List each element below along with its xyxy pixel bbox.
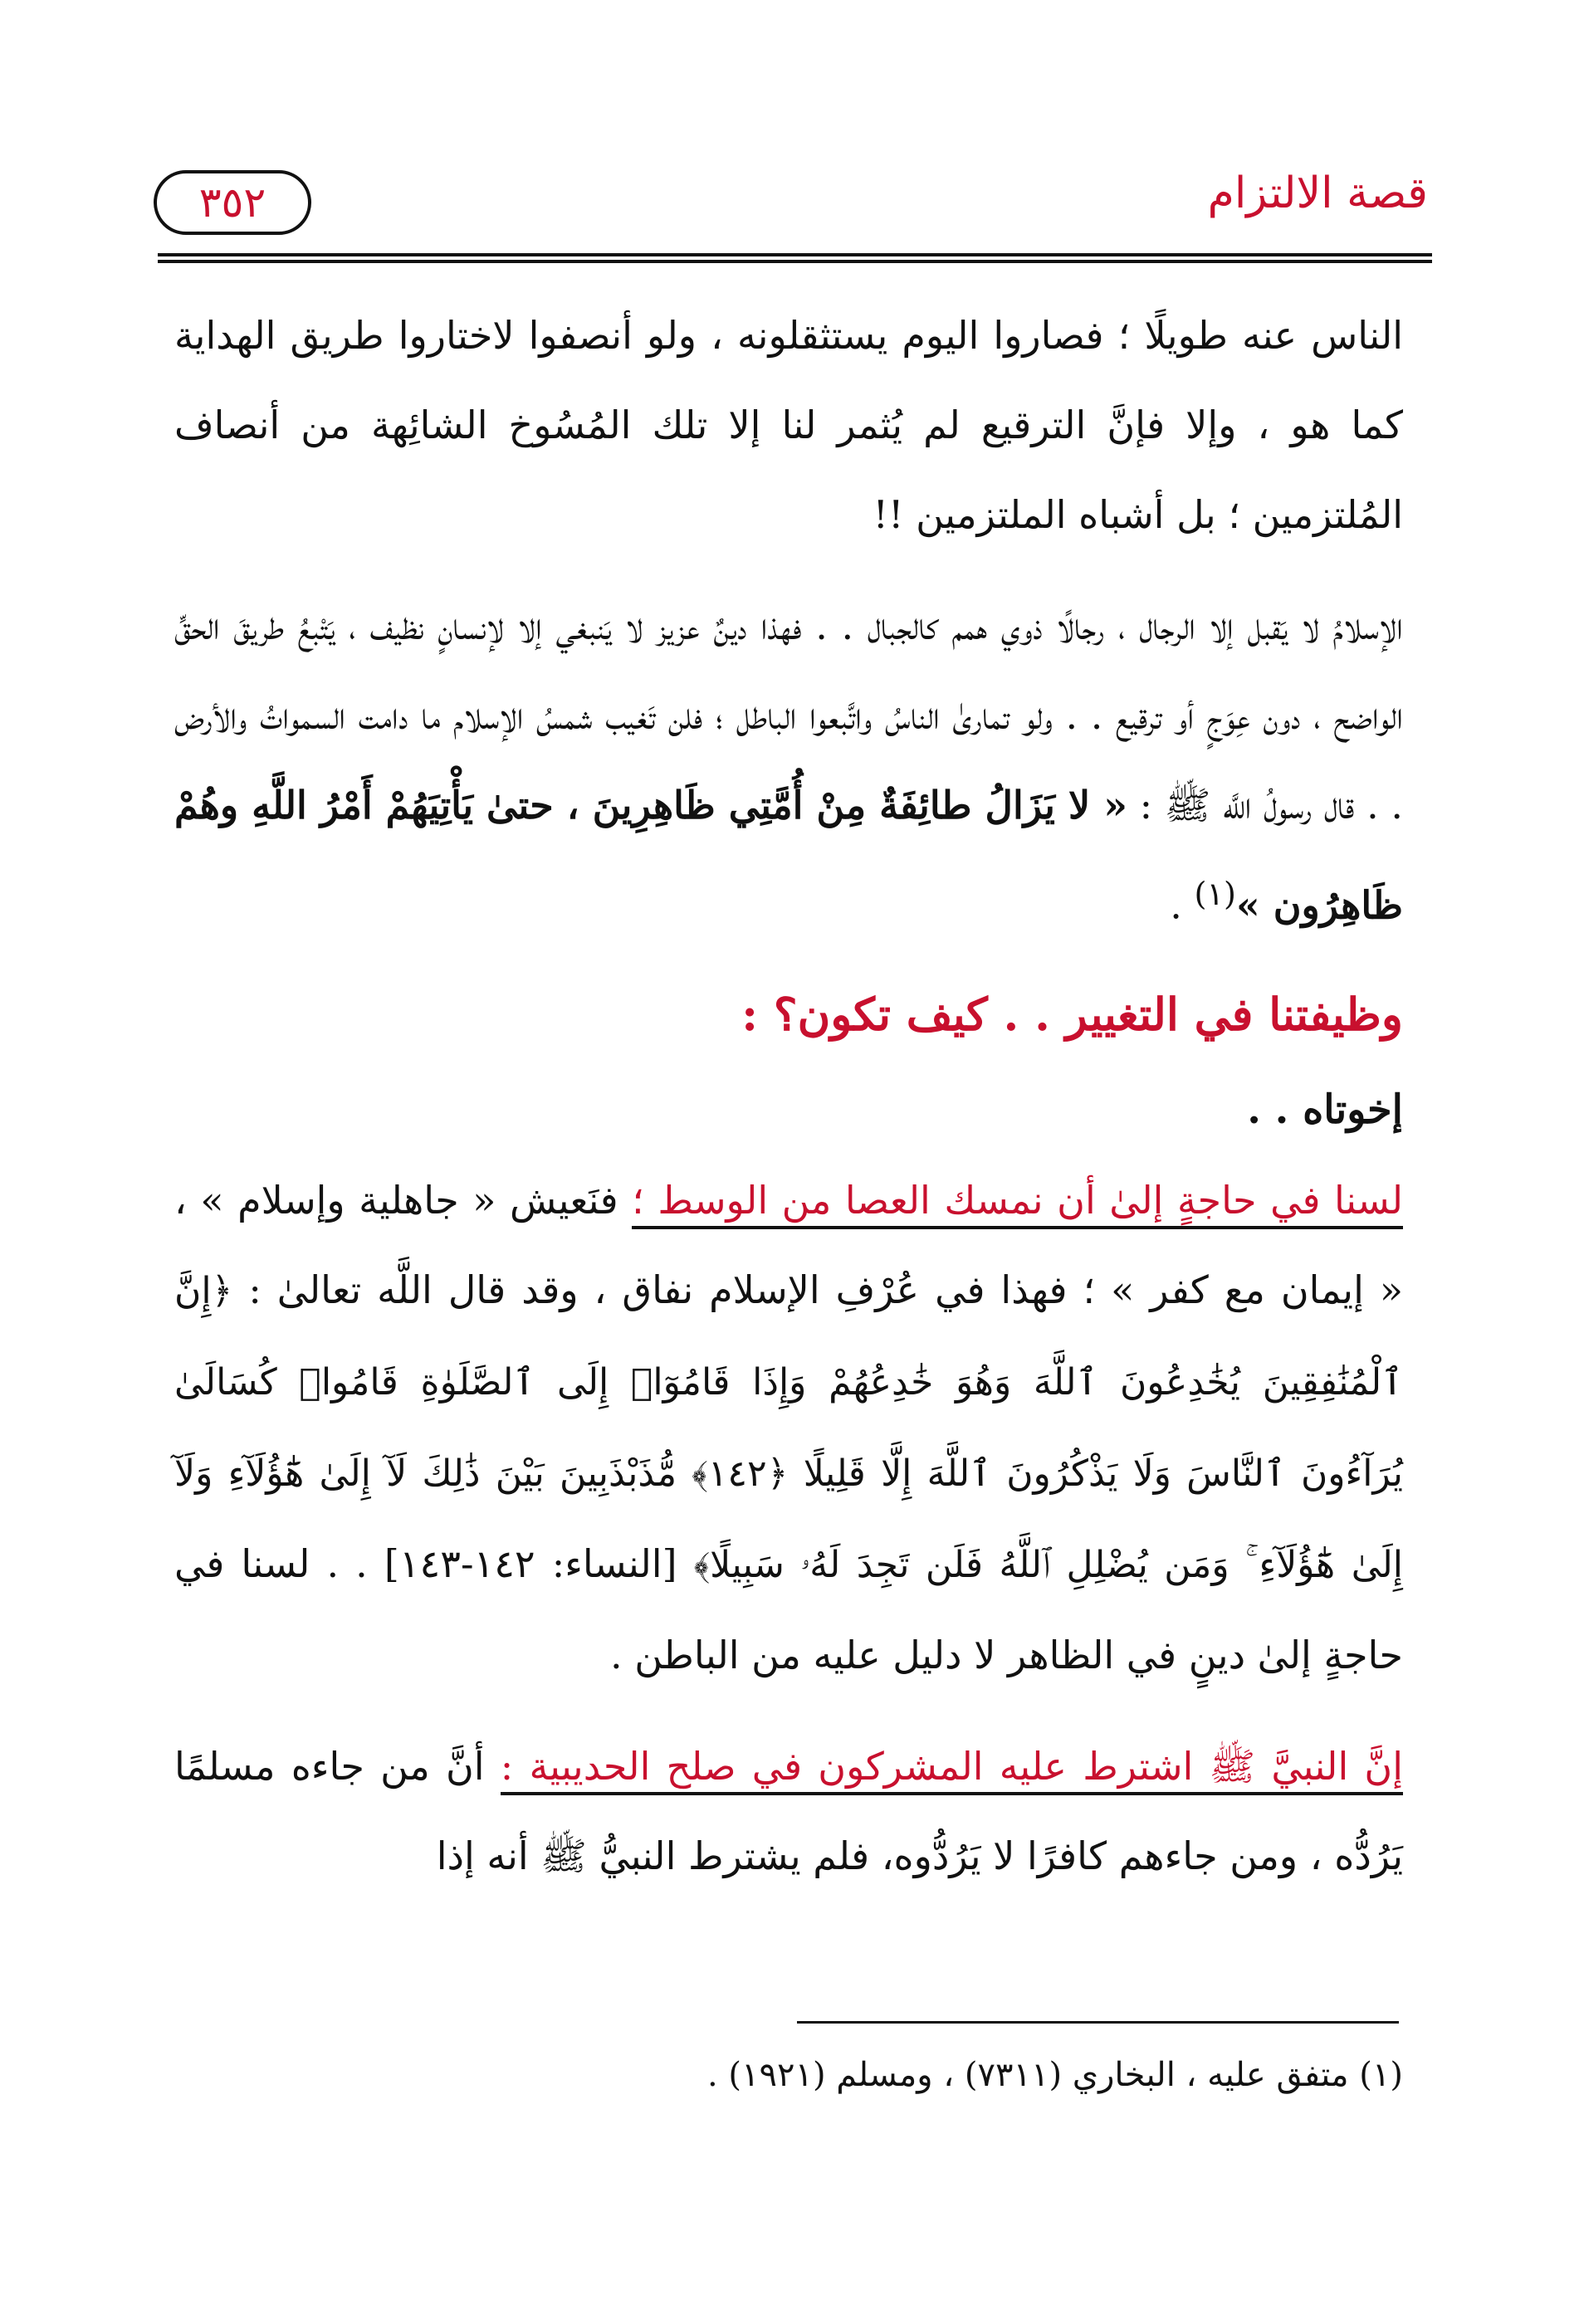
- paragraph-2-text: الإسلامُ لا يَقبل إلا الرجال ، رجالًا ذوي همم كالجبال . . فهذا دينٌ عزيز لا يَنبغي إلا لإنسانٍ نظيف ، يَتْبعُ طريقَ الحقِّ الواضح ، دون عِوَجٍ أو ترقيع . . ولو تمارىٰ الناسُ واتَّبعوا الباطل ؛ فلن تَغيب شمسُ الإسلام ما دامت السمواتُ والأرض . . قال رسولُ اللَّه ﷺ :: [174, 603, 1404, 828]
- paragraph-2: [174, 581, 1403, 950]
- paragraph-3: [174, 1155, 1403, 1700]
- hadith-quote: « لا يَزَالُ طائِفَةٌ مِنْ أُمَّتِي ظَاهِرِينَ ، حتىٰ يَأْتِيَهُمْ أَمْرُ اللَّهِ وهُمْ ظَاهِرُون »: [174, 783, 1403, 928]
- footnote-separator: [797, 2021, 1399, 2024]
- quran-verse: ﴿إِنَّ ٱلْمُنَٰفِقِينَ يُخَٰدِعُونَ ٱللَّهَ وَهُوَ خَٰدِعُهُمْ وَإِذَا قَامُوٓا۟ إِلَى ٱلصَّلَوٰةِ قَامُوا۟ كُسَالَىٰ يُرَآءُونَ ٱلنَّاسَ وَلَا يَذْكُرُونَ ٱللَّهَ إِلَّا قَلِيلًا ﴿١٤٢﴾ مُّذَبْذَبِينَ بَيْنَ ذَٰلِكَ لَآ إِلَىٰ هَٰٓؤُلَآءِ وَلَآ إِلَىٰ هَٰٓؤُلَآءِ ۚ وَمَن يُضْلِلِ ٱللَّهُ فَلَن تَجِدَ لَهُۥ سَبِيلًا﴾: [174, 1270, 1404, 1587]
- paragraph-3-text: فنَعيش « جاهلية وإسلام » ، « إيمان مع كفر » ؛ فهذا في عُرْفِ الإسلام نفاق ، وقد قال اللَّه تعالىٰ :: [174, 1178, 1403, 1313]
- paragraph-3-end: لسنا في حاجةٍ إلىٰ دينٍ في الظاهر لا دليل عليه من الباطن .: [174, 1541, 1403, 1678]
- highlighted-statement-1: لسنا في حاجةٍ إلىٰ أن نمسك العصا من الوسط ؛: [632, 1178, 1403, 1229]
- footnote-reference[interactable]: (١): [1194, 876, 1236, 913]
- page-body: [174, 290, 1403, 1901]
- paragraph-1: الناس عنه طويلًا ؛ فصاروا اليوم يستثقلونه ، ولو أنصفوا لاختاروا طريق الهداية كما هو ، وإلا فإنَّ الترقيع لم يُثمر لنا إلا تلك المُسُوخ الشائِهة من أنصاف المُلتزمين ؛ بل أشباه الملتزمين !!: [174, 313, 1403, 537]
- quran-citation: [النساء: ١٤٢-١٤٣] . .: [326, 1541, 677, 1587]
- page-header: [154, 162, 1428, 253]
- highlighted-statement-2: إنَّ النبيَّ ﷺ اشترط عليه المشركون في صلح الحديبية :: [501, 1744, 1403, 1795]
- paragraph-4-text: أنَّ من جاءه مسلمًا يَرُدُّه ، ومن جاءهم كافرًا لا يَرُدُّوه، فلم يشترط النبيُّ ﷺ أنه إذا: [174, 1744, 1403, 1879]
- paragraph-4: [174, 1721, 1403, 1901]
- section-heading: وظيفتنا في التغيير . . كيف تكون؟ :: [741, 988, 1403, 1042]
- footnote: (١) متفق عليه ، البخاري (٧٣١١) ، ومسلم (١٩٢١) .: [707, 2056, 1403, 2094]
- page-number: ٣٥٢: [154, 170, 311, 235]
- paragraph-2-end: .: [1170, 882, 1195, 928]
- subheading: إخوتاه . .: [1247, 1086, 1403, 1134]
- header-double-rule: [158, 253, 1432, 263]
- book-title: قصة الالتزام: [1207, 168, 1428, 218]
